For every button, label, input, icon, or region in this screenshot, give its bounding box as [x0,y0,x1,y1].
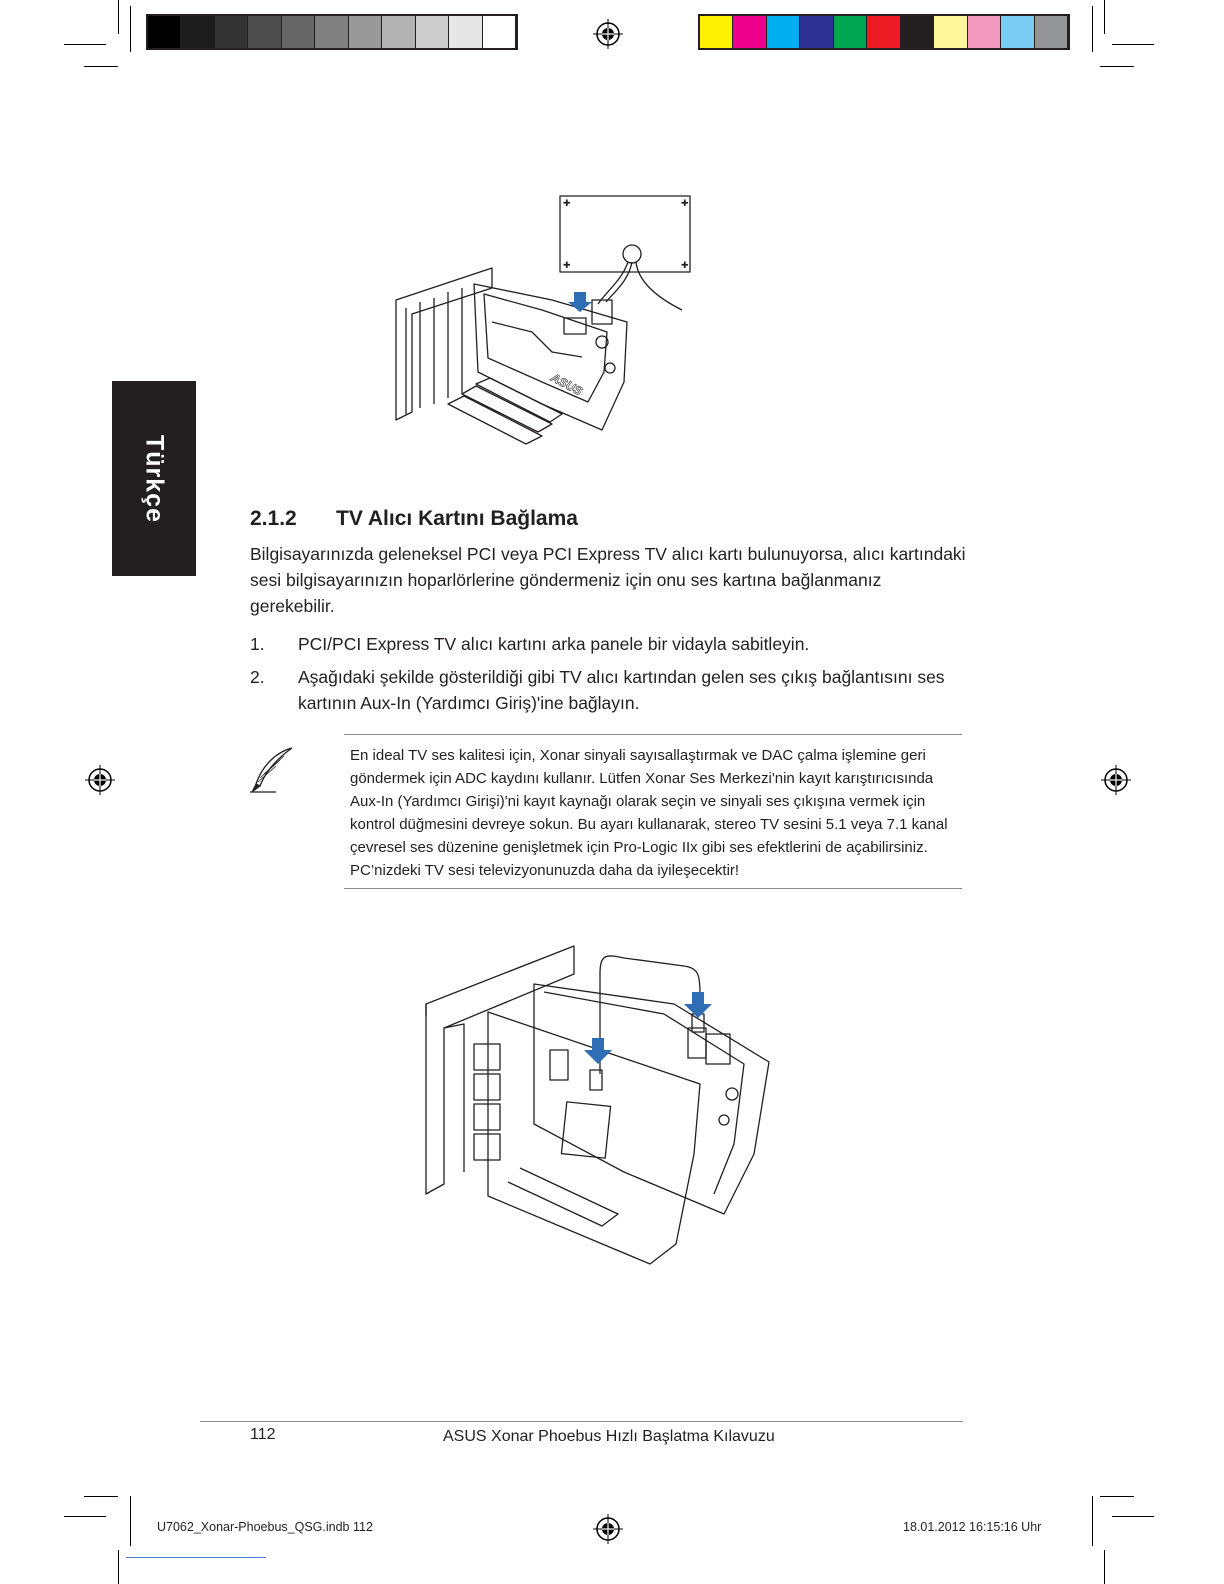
crop-mark [118,1550,119,1584]
color-swatch [934,16,967,48]
section-number: 2.1.2 [250,507,297,530]
svg-text:✚: ✚ [563,260,571,270]
color-swatch [449,16,482,48]
registration-target-icon [593,1514,623,1544]
color-swatch [968,16,1001,48]
color-swatch [282,16,315,48]
color-swatch [315,16,348,48]
note-bottom-rule [344,888,962,889]
tv-tuner-connection-illustration [424,944,774,1274]
asus-logo: ASUS [548,370,585,399]
crop-mark [84,1496,118,1497]
step-text: PCI/PCI Express TV alıcı kartını arka panele bir vidayla sabitleyin. [298,634,810,654]
footer-title: ASUS Xonar Phoebus Hızlı Başlatma Kılavuzu [443,1428,775,1445]
crop-mark [84,66,118,67]
color-swatch [148,16,181,48]
svg-text:✚: ✚ [563,198,571,208]
insert-arrow-icon [684,992,712,1018]
crop-mark [1100,1496,1134,1497]
color-swatch [1035,16,1068,48]
crop-mark [130,1496,131,1546]
section-title: TV Alıcı Kartını Bağlama [336,507,578,530]
color-swatch [767,16,800,48]
crop-mark [1104,1550,1105,1584]
step-number: 2. [250,667,265,687]
crop-mark [1112,1516,1154,1517]
crop-mark [118,0,119,34]
insert-arrow-icon [584,1038,612,1064]
slug-date: 18.01.2012 16:15:16 Uhr [903,1520,1042,1534]
step-text: Aşağıdaki şekilde gösterildiği gibi TV alıcı kartından gelen ses çıkış bağlantısını ses kartının Aux-In (Yardımcı Giriş)'ine bağlayın. [298,667,945,713]
note-text: En ideal TV ses kalitesi için, Xonar sinyali sayısallaştırmak ve DAC çalma işlemine geri göndermek için ADC kaydını kullanır. Lütfen Xonar Ses Merkezi'nin kayıt karıştırıcısında Aux-In (Yardımcı Girişi)'ni kayıt kaynağı olarak seçin ve sinyali ses çıkışına vermek için kontrol düğmesini devreye sokun. Bu ayarı kullanarak, stereo TV sesini 5.1 veya 7.1 kanal çevresel ses düzenine genişletmek için Pro-Logic IIx gibi ses efektlerini de açabilirsiniz. PC’nizdeki TV sesi televizyonunuzda daha da iyileşecektir! [350,747,948,879]
slug-filename: U7062_Xonar-Phoebus_QSG.indb 112 [157,1520,373,1534]
color-calibration-bar [698,14,1070,50]
page-number: 112 [250,1426,276,1443]
note-top-rule [344,734,962,735]
crop-mark [1112,44,1154,45]
step-number: 1. [250,634,265,654]
crop-mark [1092,1496,1093,1546]
color-swatch [800,16,833,48]
svg-text:✚: ✚ [681,260,689,270]
intro-paragraph: Bilgisayarınızda geleneksel PCI veya PCI Express TV alıcı kartı bulunuyorsa, alıcı kartındaki sesi bilgisayarınızın hoparlörlerine göndermeniz için onu ses kartına bağlanmanız gerekebilir. [250,544,966,616]
crop-mark [1100,66,1134,67]
color-swatch [1001,16,1034,48]
registration-target-icon [593,19,623,49]
registration-target-icon [85,765,115,795]
sound-card-power-illustration [392,192,702,464]
crop-mark [64,44,106,45]
crop-mark [130,6,131,52]
color-swatch [483,16,516,48]
color-swatch [834,16,867,48]
footer-rule [200,1421,963,1422]
color-swatch [349,16,382,48]
section-heading [250,507,578,531]
crop-mark [64,1516,106,1517]
color-swatch [215,16,248,48]
color-swatch [901,16,934,48]
color-swatch [867,16,900,48]
color-swatch [416,16,449,48]
color-swatch [733,16,766,48]
crop-mark [1104,0,1105,34]
grayscale-calibration-bar [146,14,518,50]
slug-underline [126,1557,266,1558]
color-swatch [700,16,733,48]
language-side-tab [112,381,196,576]
color-swatch [382,16,415,48]
color-swatch [248,16,281,48]
pen-note-icon [246,744,298,796]
crop-mark [1092,6,1093,52]
language-label: Türkçe [140,434,169,523]
svg-text:✚: ✚ [681,198,689,208]
insert-arrow-icon [568,292,592,312]
color-swatch [181,16,214,48]
registration-target-icon [1101,765,1131,795]
